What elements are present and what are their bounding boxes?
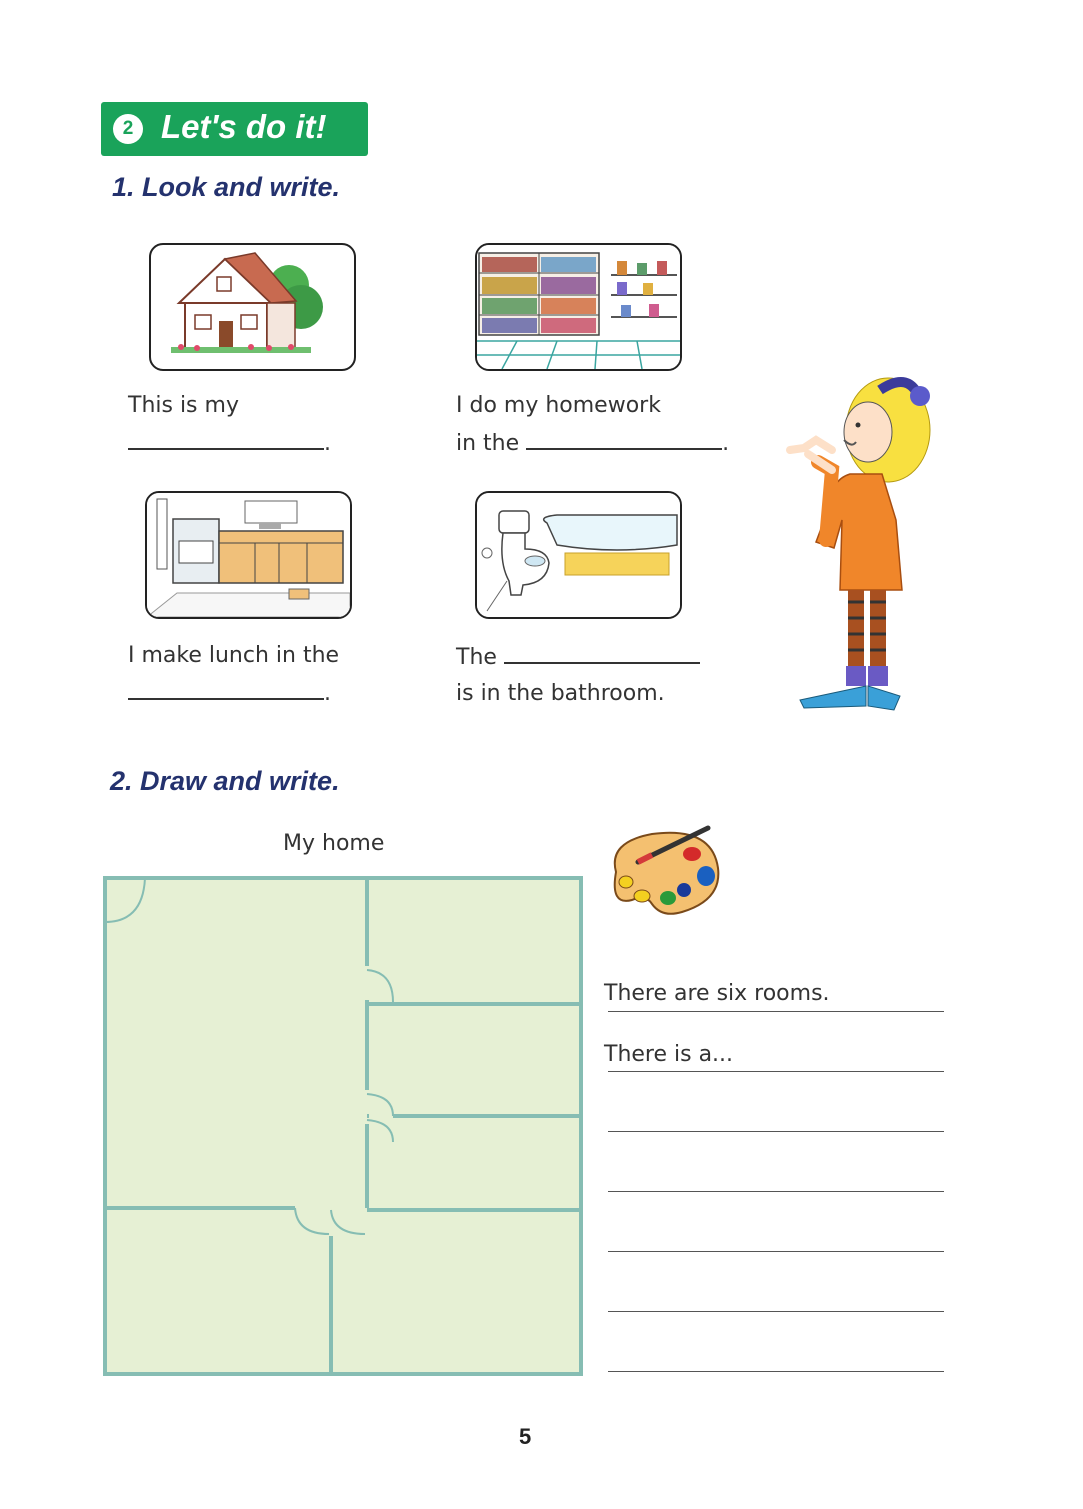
section-number: 2: [113, 114, 143, 144]
item-4-line-1: The: [456, 638, 700, 676]
bathroom-illustration: [475, 491, 682, 619]
item-1-line-1: This is my: [128, 393, 239, 418]
item-2-text: [456, 388, 729, 462]
item-1-text: [128, 388, 331, 462]
item-2-blank[interactable]: [526, 424, 722, 450]
item-2-line-2: in the .: [456, 424, 729, 462]
write-line-3[interactable]: [608, 1131, 944, 1132]
item-2-line-1: I do my homework: [456, 393, 661, 418]
exercise-1-heading: 1. Look and write.: [112, 172, 341, 202]
study-room-illustration: [475, 243, 682, 371]
plan-caption: My home: [283, 831, 385, 856]
item-1-line-2: .: [128, 424, 331, 462]
write-line-7[interactable]: [608, 1371, 944, 1372]
paint-palette-icon: [602, 822, 724, 922]
item-3-line-1: I make lunch in the: [128, 643, 340, 668]
write-line-2-text: There is a...: [604, 1042, 734, 1067]
item-3-text: [128, 638, 339, 712]
item-3-line-2: .: [128, 674, 339, 712]
item-3-blank[interactable]: [128, 674, 324, 700]
kitchen-illustration: [145, 491, 352, 619]
write-line-4[interactable]: [608, 1191, 944, 1192]
section-title: Let's do it!: [161, 108, 327, 145]
item-1-blank[interactable]: [128, 424, 324, 450]
exercise-2-heading: 2. Draw and write.: [110, 766, 340, 796]
floor-plan[interactable]: [103, 876, 583, 1376]
item-4-line-2: is in the bathroom.: [456, 681, 665, 706]
item-4-text: [456, 638, 700, 712]
write-line-1[interactable]: [608, 1011, 944, 1012]
write-line-2[interactable]: [608, 1071, 944, 1072]
girl-character-illustration: [770, 370, 940, 715]
item-4-blank[interactable]: [504, 638, 700, 664]
page-number: 5: [519, 1424, 532, 1449]
house-illustration: [149, 243, 356, 371]
write-line-5[interactable]: [608, 1251, 944, 1252]
write-line-6[interactable]: [608, 1311, 944, 1312]
section-banner: [101, 102, 368, 156]
write-line-1-text: There are six rooms.: [604, 981, 830, 1006]
